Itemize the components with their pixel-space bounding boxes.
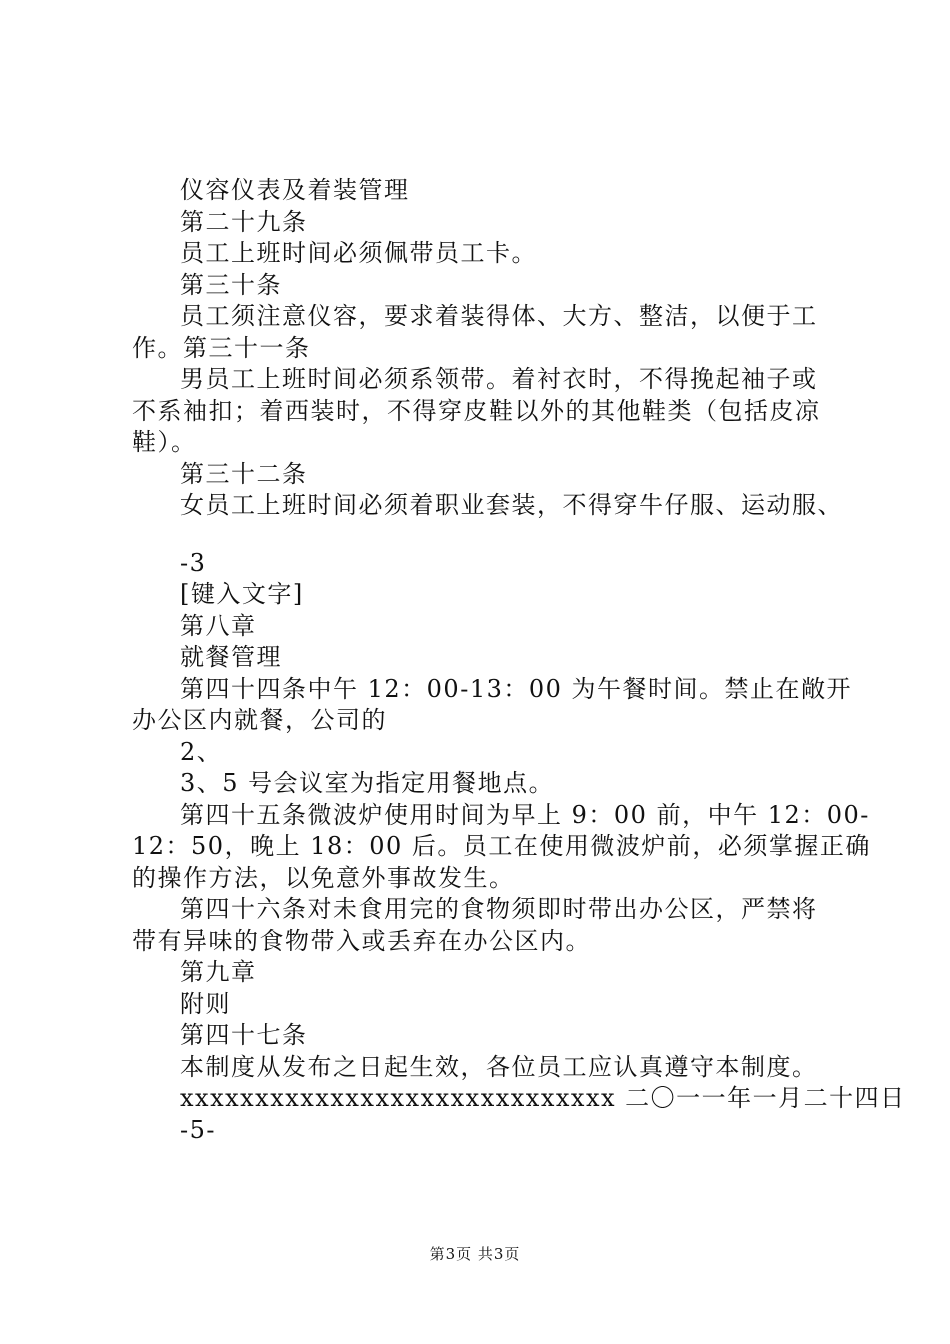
- document-body: [132, 175, 906, 1146]
- text-line: 第三十条: [180, 270, 282, 299]
- text-line: 2、: [180, 737, 223, 766]
- text-line: 办公区内就餐，公司的: [132, 706, 387, 734]
- text-line: 仪容仪表及着装管理: [180, 176, 410, 204]
- page-footer: 第3页 共3页: [429, 1245, 521, 1263]
- text-line: 第二十九条: [180, 207, 308, 236]
- text-line: 12：50，晚上 18：00 后。员工在使用微波炉前，必须掌握正确: [132, 832, 871, 860]
- text-line: 就餐管理: [180, 643, 282, 671]
- text-line: 鞋）。: [132, 428, 197, 456]
- text-line: 第四十五条微波炉使用时间为早上 9：00 前，中午 12：00-: [180, 800, 870, 829]
- text-line: 3、5 号会议室为指定用餐地点。: [180, 769, 555, 797]
- section-block-1: [132, 175, 852, 522]
- section-block-2: [132, 548, 906, 1147]
- text-line: 的操作方法，以免意外事故发生。: [132, 863, 515, 892]
- text-line: 女员工上班时间必须着职业套装，不得穿牛仔服、运动服、: [180, 491, 843, 519]
- text-line: 男员工上班时间必须系领带。着衬衣时，不得挽起袖子或: [180, 365, 818, 393]
- page-break-gap: [132, 522, 852, 548]
- text-line: 第四十四条中午 12：00-13：00 为午餐时间。禁止在敞开: [180, 674, 853, 703]
- text-line: [键入文字]: [180, 580, 304, 608]
- text-line: 第三十二条: [180, 459, 308, 488]
- text-line: 第四十六条对未食用完的食物须即时带出办公区，严禁将: [180, 895, 818, 923]
- text-line: 本制度从发布之日起生效，各位员工应认真遵守本制度。: [180, 1052, 818, 1081]
- text-line: 员工上班时间必须佩带员工卡。: [180, 239, 537, 267]
- text-line: 第九章: [180, 958, 257, 986]
- text-line: 作。第三十一条: [132, 333, 311, 362]
- text-line: 第八章: [180, 611, 257, 640]
- text-line: -3: [180, 548, 207, 577]
- text-line: 第四十七条: [180, 1021, 308, 1049]
- text-line: xxxxxxxxxxxxxxxxxxxxxxxxxxxxx 二〇一一年一月二十四日: [180, 1084, 906, 1112]
- text-line: 不系袖扣；着西装时，不得穿皮鞋以外的其他鞋类（包括皮凉: [132, 396, 821, 425]
- text-line: -5-: [180, 1115, 216, 1144]
- text-line: 带有异味的食物带入或丢弃在办公区内。: [132, 926, 591, 955]
- text-line: 附则: [180, 989, 231, 1018]
- text-line: 员工须注意仪容，要求着装得体、大方、整洁，以便于工: [180, 302, 818, 330]
